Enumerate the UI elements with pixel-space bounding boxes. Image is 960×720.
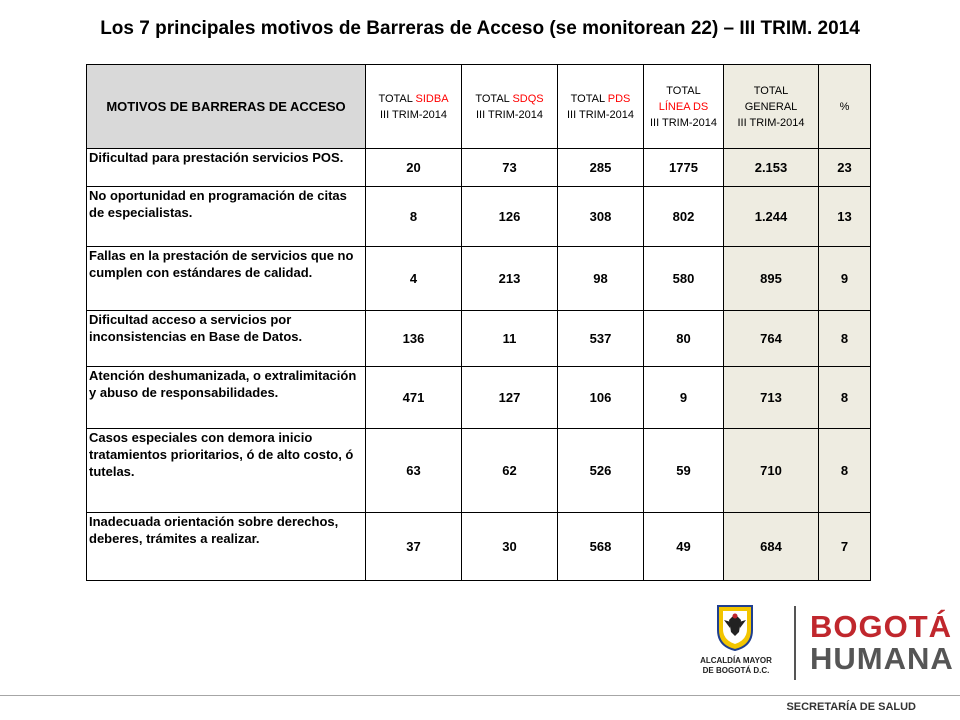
bogota-crest-logo bbox=[710, 602, 760, 652]
cell-sdqs: 127 bbox=[462, 367, 558, 429]
cell-sdqs: 11 bbox=[462, 311, 558, 367]
cell-percent: 13 bbox=[819, 187, 871, 247]
table-row bbox=[87, 149, 871, 187]
header-general-mid: GENERAL bbox=[744, 100, 798, 113]
header-percent: % bbox=[819, 65, 871, 149]
cell-sdqs: 30 bbox=[462, 513, 558, 581]
header-general bbox=[724, 65, 819, 149]
row-motivo: Fallas en la prestación de servicios que no cumplen con estándares de calidad. bbox=[87, 247, 366, 311]
cell-percent: 7 bbox=[819, 513, 871, 581]
header-pds-period: III TRIM-2014 bbox=[566, 108, 635, 121]
table-row bbox=[87, 367, 871, 429]
header-sidba bbox=[366, 65, 462, 149]
cell-linea: 80 bbox=[644, 311, 724, 367]
table-header-row bbox=[87, 65, 871, 149]
cell-pds: 308 bbox=[558, 187, 644, 247]
row-motivo: No oportunidad en programación de citas de especialistas. bbox=[87, 187, 366, 247]
header-sidba-prefix: TOTAL bbox=[378, 92, 416, 105]
table-row bbox=[87, 247, 871, 311]
cell-general: 895 bbox=[724, 247, 819, 311]
cell-linea: 49 bbox=[644, 513, 724, 581]
header-linea bbox=[644, 65, 724, 149]
header-sidba-source: SIDBA bbox=[415, 92, 449, 105]
header-pds bbox=[558, 65, 644, 149]
header-sdqs-prefix: TOTAL bbox=[475, 92, 513, 105]
cell-general: 710 bbox=[724, 429, 819, 513]
cell-sidba: 136 bbox=[366, 311, 462, 367]
header-linea-period: III TRIM-2014 bbox=[649, 116, 718, 129]
page-title: Los 7 principales motivos de Barreras de Acceso (se monitorean 22) – III TRIM. 2014 bbox=[100, 18, 860, 39]
header-general-period: III TRIM-2014 bbox=[737, 116, 805, 129]
footer-divider bbox=[0, 695, 960, 696]
cell-linea: 59 bbox=[644, 429, 724, 513]
header-linea-source: LÍNEA DS bbox=[658, 100, 709, 113]
cell-general: 2.153 bbox=[724, 149, 819, 187]
table-row bbox=[87, 429, 871, 513]
alcaldia-text bbox=[688, 656, 784, 676]
cell-sdqs: 126 bbox=[462, 187, 558, 247]
cell-linea: 1775 bbox=[644, 149, 724, 187]
cell-sidba: 63 bbox=[366, 429, 462, 513]
cell-pds: 526 bbox=[558, 429, 644, 513]
logo-separator bbox=[794, 606, 796, 680]
alcaldia-line2: DE BOGOTÁ D.C. bbox=[702, 666, 770, 675]
cell-pds: 568 bbox=[558, 513, 644, 581]
cell-sidba: 471 bbox=[366, 367, 462, 429]
cell-linea: 9 bbox=[644, 367, 724, 429]
cell-pds: 285 bbox=[558, 149, 644, 187]
table-row bbox=[87, 513, 871, 581]
table-row bbox=[87, 187, 871, 247]
cell-sidba: 8 bbox=[366, 187, 462, 247]
row-motivo: Dificultad para prestación servicios POS. bbox=[87, 149, 366, 187]
cell-linea: 580 bbox=[644, 247, 724, 311]
cell-pds: 98 bbox=[558, 247, 644, 311]
cell-percent: 9 bbox=[819, 247, 871, 311]
barriers-table bbox=[86, 64, 871, 581]
header-linea-prefix: TOTAL bbox=[666, 84, 701, 97]
cell-general: 1.244 bbox=[724, 187, 819, 247]
row-motivo: Dificultad acceso a servicios por inconsistencias en Base de Datos. bbox=[87, 311, 366, 367]
footer-label: SECRETARÍA DE SALUD bbox=[786, 701, 916, 713]
header-sdqs-period: III TRIM-2014 bbox=[475, 108, 544, 121]
header-general-prefix: TOTAL bbox=[753, 84, 789, 97]
cell-percent: 8 bbox=[819, 367, 871, 429]
logos bbox=[688, 602, 954, 686]
header-pds-source: PDS bbox=[607, 92, 631, 105]
cell-general: 764 bbox=[724, 311, 819, 367]
cell-sidba: 37 bbox=[366, 513, 462, 581]
cell-sdqs: 62 bbox=[462, 429, 558, 513]
cell-pds: 537 bbox=[558, 311, 644, 367]
cell-sdqs: 213 bbox=[462, 247, 558, 311]
bogota-humana-line1: BOGOTÁ bbox=[810, 609, 953, 644]
row-motivo: Inadecuada orientación sobre derechos, deberes, trámites a realizar. bbox=[87, 513, 366, 581]
row-motivo: Casos especiales con demora inicio tratamientos prioritarios, ó de alto costo, ó tutelas. bbox=[87, 429, 366, 513]
cell-sidba: 4 bbox=[366, 247, 462, 311]
cell-linea: 802 bbox=[644, 187, 724, 247]
cell-general: 684 bbox=[724, 513, 819, 581]
cell-sidba: 20 bbox=[366, 149, 462, 187]
row-motivo: Atención deshumanizada, o extralimitación y abuso de responsabilidades. bbox=[87, 367, 366, 429]
cell-general: 713 bbox=[724, 367, 819, 429]
table-row bbox=[87, 311, 871, 367]
header-pds-prefix: TOTAL bbox=[570, 92, 608, 105]
alcaldia-line1: ALCALDÍA MAYOR bbox=[700, 656, 772, 665]
cell-percent: 8 bbox=[819, 429, 871, 513]
cell-sdqs: 73 bbox=[462, 149, 558, 187]
header-sdqs bbox=[462, 65, 558, 149]
cell-percent: 23 bbox=[819, 149, 871, 187]
header-sidba-period: III TRIM-2014 bbox=[379, 108, 448, 121]
header-motivos: MOTIVOS DE BARRERAS DE ACCESO bbox=[87, 65, 366, 149]
cell-percent: 8 bbox=[819, 311, 871, 367]
header-sdqs-source: SDQS bbox=[512, 92, 544, 105]
bogota-humana-line2: HUMANA bbox=[810, 641, 954, 676]
cell-pds: 106 bbox=[558, 367, 644, 429]
